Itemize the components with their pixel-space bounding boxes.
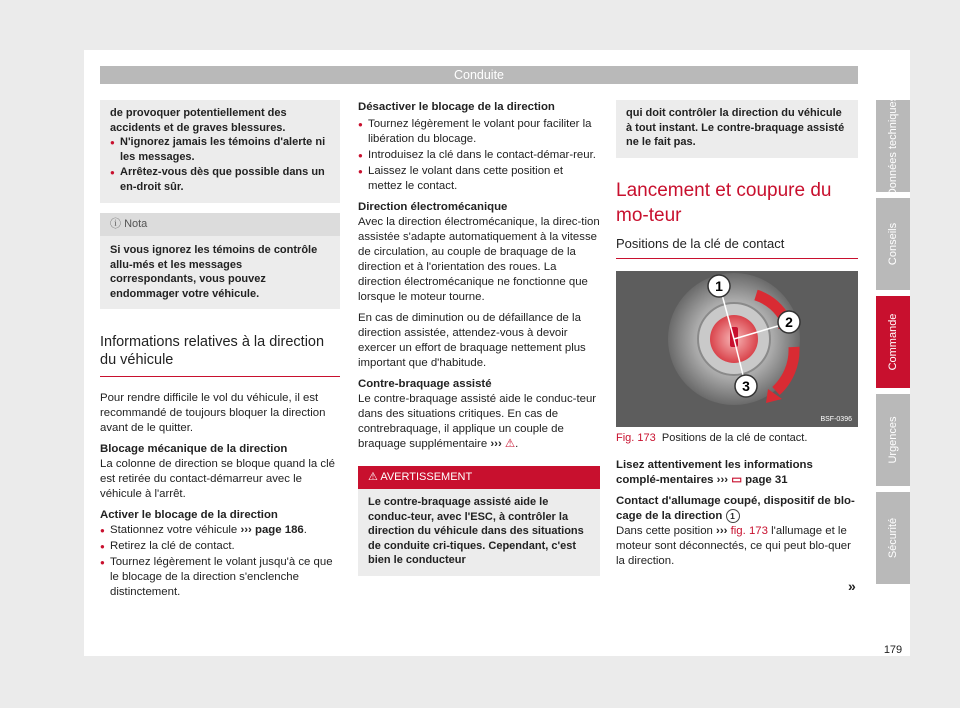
list-item: ● Retirez la clé de contact. [100,539,340,554]
tab-donnees-techniques[interactable]: Données techniques [876,100,910,192]
section-title-direction: Informations relatives à la direction du véhicule [100,333,340,377]
warning-text: de provoquer potentiellement des accidents et de graves blessures. [110,107,287,134]
reference-arrow: ››› [490,438,502,450]
figure-caption: Fig. 173 Positions de la clé de contact. [616,431,808,444]
section-title-key-positions: Positions de la clé de contact [616,236,858,259]
ignition-illustration [616,271,858,427]
list-item: ● Stationnez votre véhicule ››› page 186. [100,523,340,538]
tab-commande[interactable]: Commande [876,296,910,388]
note-box [100,213,340,309]
position-label: 1 [715,277,723,294]
column-2 [358,100,600,576]
read-more-paragraph: Lisez attentivement les informations complé-mentaires ››› ▭ page 31 [616,458,813,486]
contre-paragraph: Le contre-braquage assisté aide le conduc-teur dans des situations critiques. En cas de contrebraquage, il applique un couple de braquage supplémentaire ››› ⚠. [358,393,597,450]
tab-urgences[interactable]: Urgences [876,394,910,486]
position-label: 2 [785,313,793,330]
reference-arrow: ››› [716,473,729,486]
column-3 [616,100,858,575]
subheading-contre: Contre-braquage assisté [358,378,492,390]
figure-number: Fig. 173 [616,431,656,444]
figure-code: BSF-0396 [820,415,852,423]
column-1 [100,100,340,601]
book-icon: ▭ [731,473,742,486]
page-number: 179 [883,644,903,656]
list-item: ● Tournez légèrement le volant pour faciliter la libération du blocage. [358,117,600,147]
continued-marker: » [848,578,856,594]
subheading-activer: Activer le blocage de la direction [100,509,278,521]
chapter-title: Lancement et coupure du mo-teur [616,179,832,226]
note-label: Nota [124,218,148,230]
warning-continued-box: qui doit contrôler la direction du véhicule à tout instant. Le contre-braquage assisté ne le fait pas. [616,100,858,158]
warning-bullet: ● Arrêtez-vous dès que possible dans un en-droit sûr. [110,165,330,194]
position-label: 3 [742,377,750,394]
subheading-desactiver: Désactiver le blocage de la direction [358,101,555,113]
tab-conseils[interactable]: Conseils [876,198,910,290]
list-item: ● Introduisez la clé dans le contact-démar-reur. [358,148,600,163]
page-link[interactable]: page 186 [255,524,304,536]
electro-paragraph: Avec la direction électromécanique, la direc-tion assistée s'adapte automatiquement à la vitesse de circulation, au couple de braquage de la direction et à l'orientation des roues. La direction électromécanique ne fonctionne que lorsque le moteur tourne. [358,216,600,303]
ignition-figure [616,271,858,427]
position-number-badge: 1 [726,509,740,523]
tab-securite[interactable]: Sécurité [876,492,910,584]
warning-header: ⚠ AVERTISSEMENT [358,466,600,489]
reference-arrow: ››› [240,524,252,536]
subheading-blocage: Blocage mécanique de la direction [100,443,288,455]
figure-link[interactable]: fig. 173 [730,524,768,537]
info-icon: ⓘ [110,218,121,230]
list-item: ● Laissez le volant dans cette position et mettez le contact. [358,164,600,194]
blocage-paragraph: La colonne de direction se bloque quand la clé est retirée du contact-démarreur avec le véhicule à l'arrêt. [100,458,335,500]
warning-continued-box [100,100,340,203]
intro-paragraph: Pour rendre difficile le vol du véhicule, il est recommandé de toujours bloquer la direction avant de le quitter. [100,392,326,434]
warning-triangle-icon: ⚠ [368,471,378,483]
subheading-contact: Contact d'allumage coupé, dispositif de blo-cage de la direction 1 [616,494,855,522]
reference-arrow: ››› [716,524,728,537]
warning-bullet: ● N'ignorez jamais les témoins d'alerte ni les messages. [110,135,330,164]
page-link[interactable]: page 31 [745,473,788,486]
warning-text: Le contre-braquage assisté aide le conduc-teur, avec l'ESC, à contrôler la direction du véhicule dans des situations de conduite cri-tiques. Cependant, c'est bien le conducteur [358,489,600,576]
note-header [100,213,340,236]
subheading-electro: Direction électromécanique [358,201,508,213]
note-text: Si vous ignorez les témoins de contrôle allu-més et les messages correspondants, vous pouvez endommager votre véhicule. [100,236,340,309]
contact-paragraph: Dans cette position ››› fig. 173 l'allumage et le moteur sont déconnectés, ce qui peut blo-quer la direction. [616,524,851,567]
electro-paragraph-2: En cas de diminution ou de défaillance de la direction assistée, attendez-vous à devoir exercer un effort de braquage nettement plus important que d'habitude. [358,312,586,369]
list-item: ● Tournez légèrement le volant jusqu'à ce que le blocage de la direction s'enclenche distinctement. [100,555,340,600]
chapter-header: Conduite [100,66,858,84]
warning-triangle-icon[interactable]: ⚠ [504,438,516,450]
